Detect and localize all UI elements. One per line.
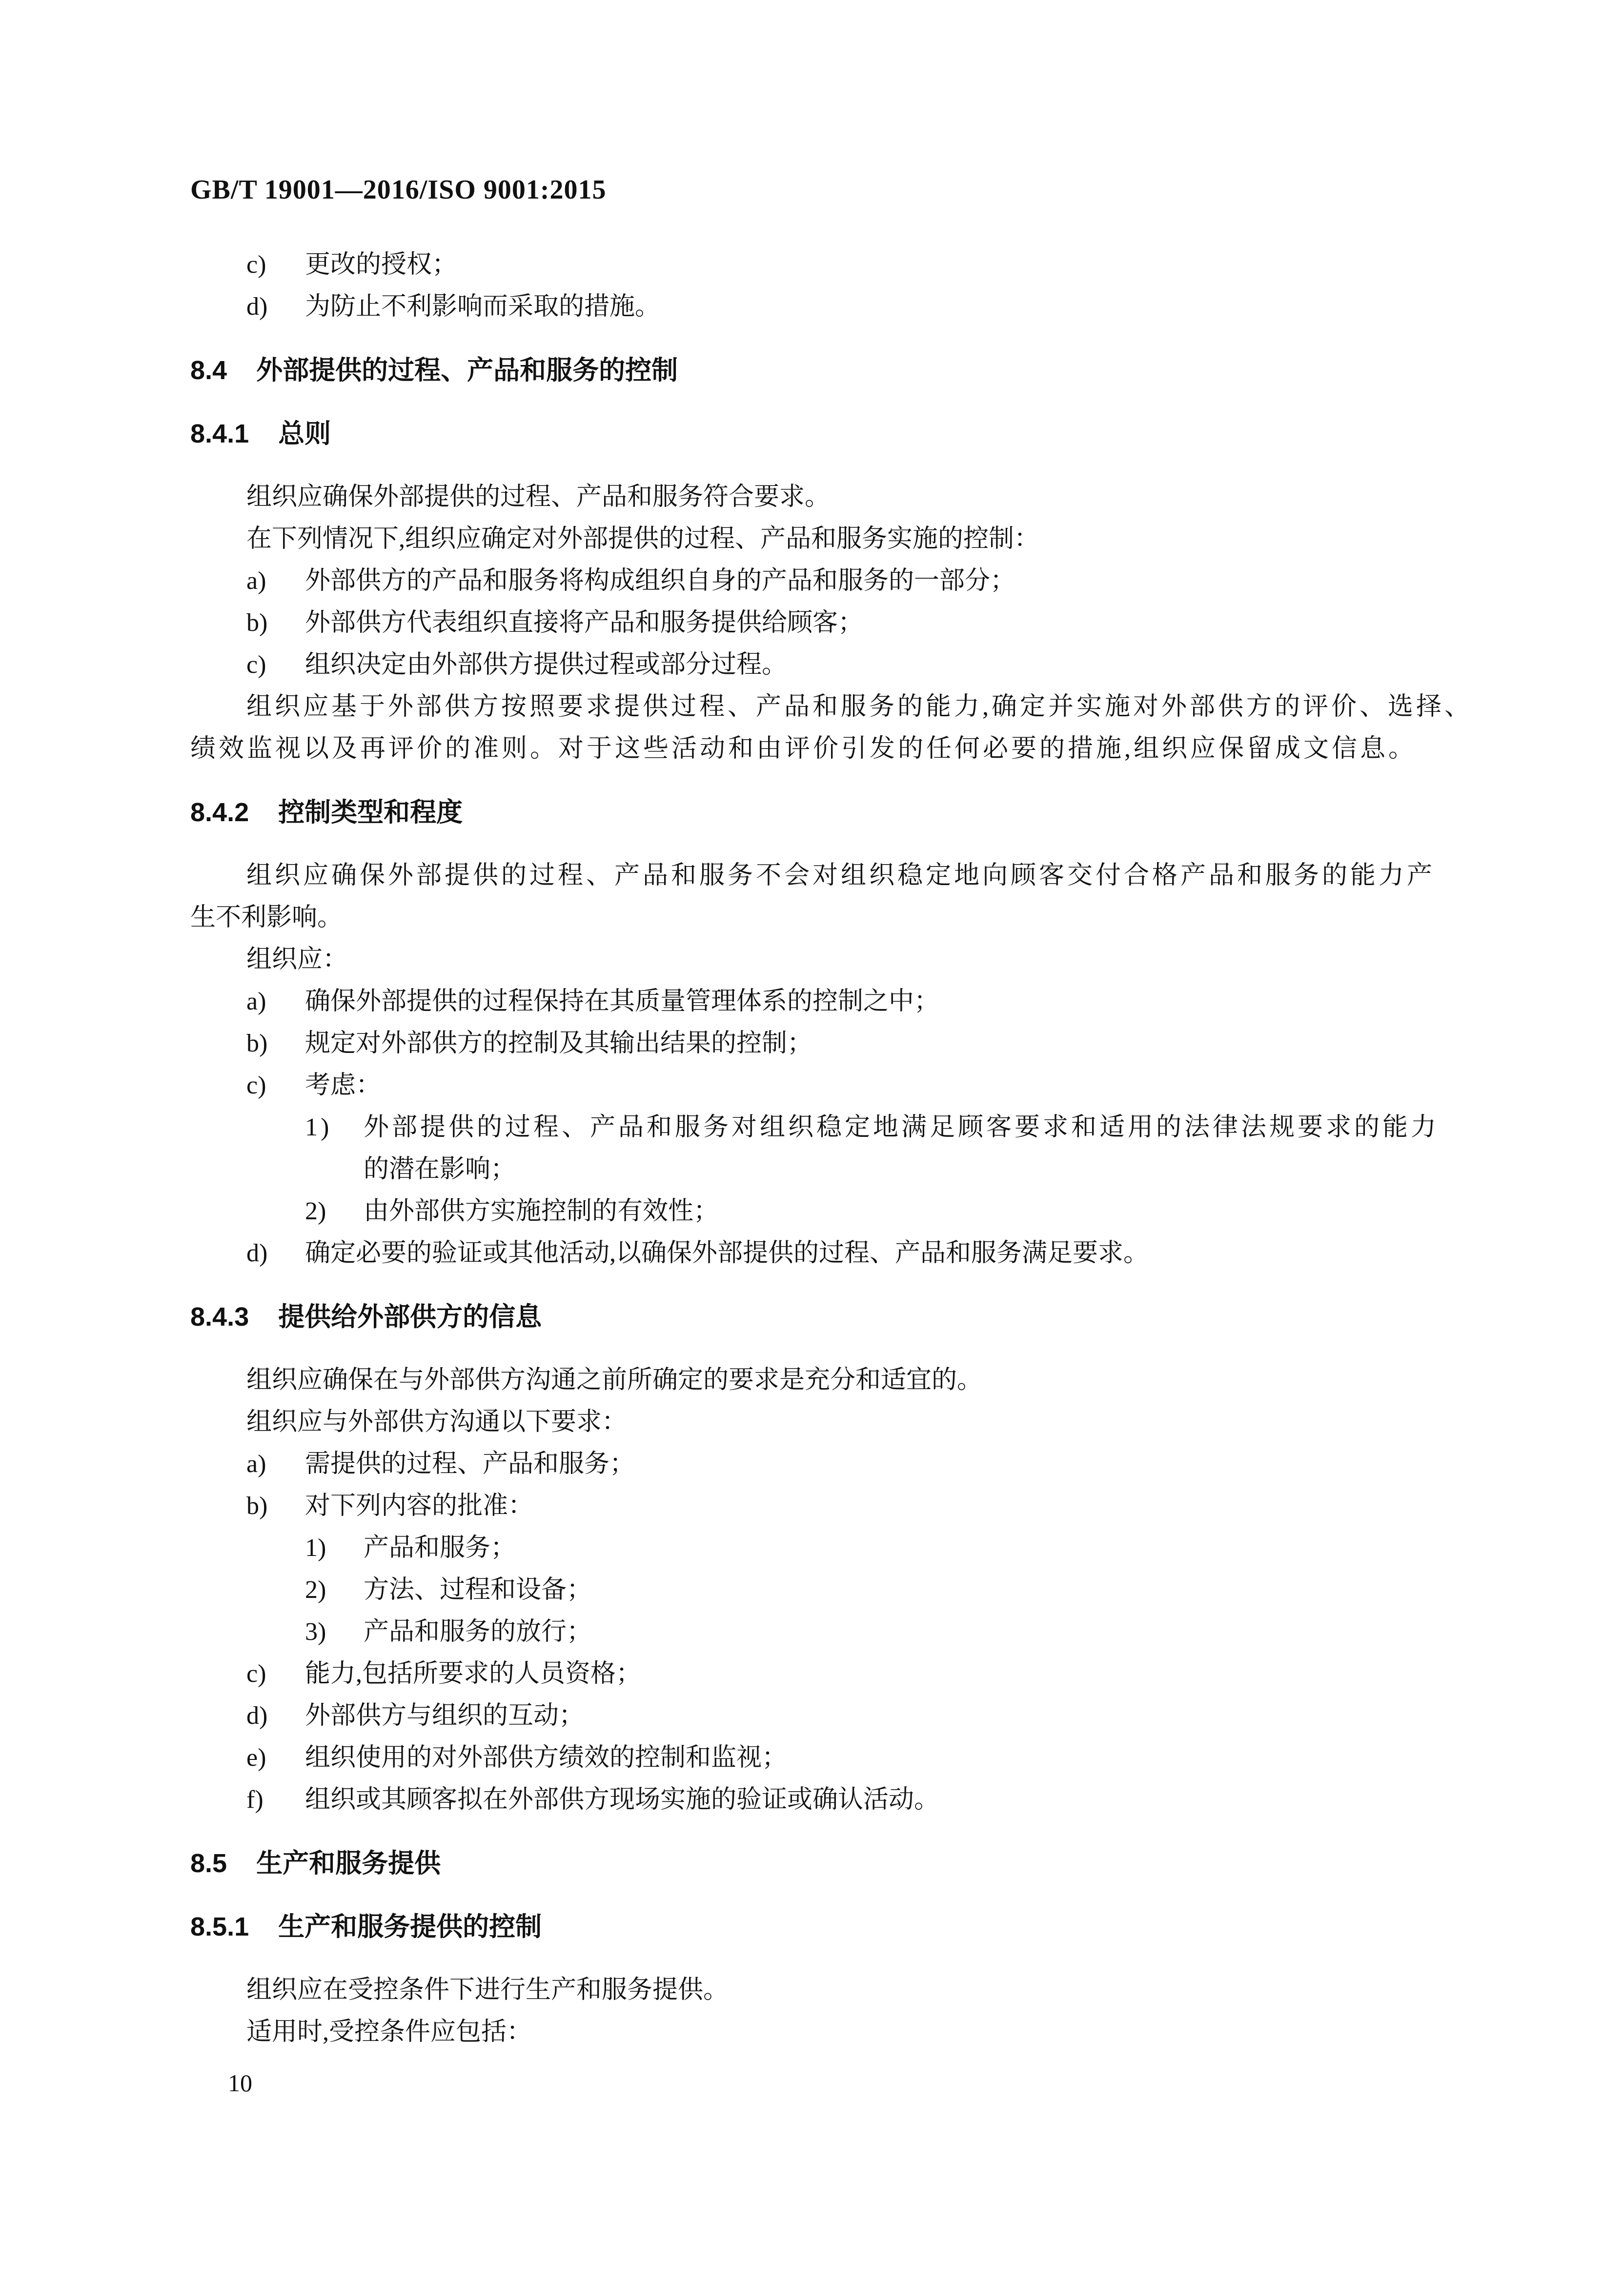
list-item-label: a) [246, 567, 266, 595]
sub-list-item-text: 外部提供的过程、产品和服务对组织稳定地满足顾客要求和适用的法律法规要求的能力 [364, 1113, 1440, 1141]
clause-heading-8-4-1 [190, 413, 1512, 455]
list-item [190, 1023, 1512, 1065]
list-item [190, 1443, 1512, 1485]
sub-list-item [190, 1527, 1512, 1569]
paragraph: 组织应确保在与外部供方沟通之前所确定的要求是充分和适宜的。 [246, 1366, 983, 1394]
clause-number: 8.4.3 [190, 1302, 249, 1332]
list-item-label: c) [246, 251, 266, 279]
clause-title: 生产和服务提供的控制 [278, 1912, 542, 1941]
clause-title: 提供给外部供方的信息 [278, 1302, 542, 1332]
clause-heading-8-4-2 [190, 791, 1512, 833]
doc-code-header: GB/T 19001—2016/ISO 9001:2015 [190, 175, 607, 205]
list-item [190, 1065, 1512, 1107]
sub-list-item [190, 1569, 1512, 1611]
clause-title: 外部提供的过程、产品和服务的控制 [256, 356, 678, 385]
list-item [190, 1737, 1512, 1779]
clause-heading-8-5-1 [190, 1906, 1512, 1948]
list-item-text: 为防止不利影响而采取的措施。 [305, 293, 661, 321]
list-item-text: 考虑： [305, 1071, 382, 1099]
sub-list-item-text: 方法、过程和设备； [364, 1576, 592, 1604]
list-item-text: 外部供方代表组织直接将产品和服务提供给顾客； [305, 609, 864, 637]
list-item-text: 外部供方与组织的互动； [305, 1702, 585, 1730]
list-item-text: 需提供的过程、产品和服务； [305, 1450, 635, 1478]
list-item-text: 组织或其顾客拟在外部供方现场实施的验证或确认活动。 [305, 1786, 940, 1814]
sub-list-item-label: 3) [305, 1618, 326, 1646]
list-item-label: c) [246, 1071, 266, 1099]
paragraph-line: 生不利影响。 [190, 904, 343, 931]
sub-list-item-text: 产品和服务的放行； [364, 1618, 592, 1646]
list-item-label: c) [246, 651, 266, 679]
list-item-label: e) [246, 1744, 266, 1772]
clause-heading-8-4 [190, 349, 1512, 391]
list-item-text: 确定必要的验证或其他活动,以确保外部提供的过程、产品和服务满足要求。 [305, 1239, 1149, 1267]
paragraph-line: 组织应确保外部提供的过程、产品和服务不会对组织稳定地向顾客交付合格产品和服务的能力产 [246, 862, 1436, 889]
clause-number: 8.4.1 [190, 419, 249, 448]
list-item-label: d) [246, 293, 268, 321]
sub-list-item [190, 1191, 1512, 1232]
list-item [190, 602, 1512, 644]
list-item [190, 1232, 1512, 1274]
clause-title: 生产和服务提供 [256, 1849, 441, 1878]
clause-heading-8-4-3 [190, 1296, 1512, 1338]
clause-number: 8.5.1 [190, 1912, 249, 1941]
sub-list-item-text: 由外部供方实施控制的有效性； [364, 1197, 719, 1225]
list-item [190, 1653, 1512, 1695]
list-item-label: b) [246, 1030, 268, 1057]
list-item-label: a) [246, 988, 266, 1015]
paragraph: 组织应： [246, 946, 348, 973]
sub-list-item-label: 1) [305, 1534, 326, 1562]
list-item-text: 组织决定由外部供方提供过程或部分过程。 [305, 651, 788, 679]
list-item [190, 981, 1512, 1023]
clause-number: 8.4.2 [190, 798, 249, 827]
paragraph-line: 组织应基于外部供方按照要求提供过程、产品和服务的能力,确定并实施对外部供方的评价、选择、 [246, 693, 1473, 721]
paragraph: 组织应在受控条件下进行生产和服务提供。 [246, 1976, 729, 2004]
sub-list-item-label: 2) [305, 1576, 326, 1604]
list-item [190, 1779, 1512, 1821]
sub-list-item-text: 产品和服务； [364, 1534, 516, 1562]
list-item [190, 644, 1512, 686]
list-item-text: 能力,包括所要求的人员资格； [305, 1660, 642, 1688]
list-item [190, 1695, 1512, 1737]
list-item-text: 更改的授权； [305, 251, 458, 279]
clause-heading-8-5 [190, 1842, 1512, 1884]
paragraph-line: 绩效监视以及再评价的准则。对于这些活动和由评价引发的任何必要的措施,组织应保留成文信息。 [190, 735, 1417, 763]
sub-list-item [190, 1107, 1512, 1149]
list-item-text: 规定对外部供方的控制及其输出结果的控制； [305, 1030, 813, 1057]
paragraph: 在下列情况下,组织应确定对外部提供的过程、产品和服务实施的控制： [246, 525, 1040, 553]
list-item [190, 286, 1512, 328]
list-item [190, 560, 1512, 602]
sub-list-item [190, 1611, 1512, 1653]
sub-list-item-label: 2) [305, 1197, 326, 1225]
list-item-label: d) [246, 1239, 268, 1267]
paragraph: 组织应与外部供方沟通以下要求： [246, 1408, 628, 1436]
list-item-text: 组织使用的对外部供方绩效的控制和监视； [305, 1744, 788, 1772]
list-item-label: d) [246, 1702, 268, 1730]
list-item-text: 外部供方的产品和服务将构成组织自身的产品和服务的一部分； [305, 567, 1016, 595]
page-number: 10 [228, 2069, 252, 2097]
list-item-text: 确保外部提供的过程保持在其质量管理体系的控制之中； [305, 988, 940, 1015]
list-item [190, 1485, 1512, 1527]
list-item-label: a) [246, 1450, 266, 1478]
list-item-text: 对下列内容的批准： [305, 1492, 534, 1520]
paragraph: 适用时,受控条件应包括： [246, 2018, 532, 2046]
list-item-label: f) [246, 1786, 264, 1814]
clause-number: 8.4 [190, 356, 227, 385]
list-item-label: b) [246, 1492, 268, 1520]
clause-title: 控制类型和程度 [278, 798, 463, 827]
sub-list-item-continuation: 的潜在影响； [364, 1155, 516, 1183]
list-item [190, 244, 1512, 286]
clause-title: 总则 [278, 419, 331, 448]
paragraph: 组织应确保外部提供的过程、产品和服务符合要求。 [246, 483, 831, 511]
clause-number: 8.5 [190, 1849, 227, 1878]
sub-list-item-label: 1) [305, 1113, 332, 1141]
list-item-label: c) [246, 1660, 266, 1688]
list-item-label: b) [246, 609, 268, 637]
